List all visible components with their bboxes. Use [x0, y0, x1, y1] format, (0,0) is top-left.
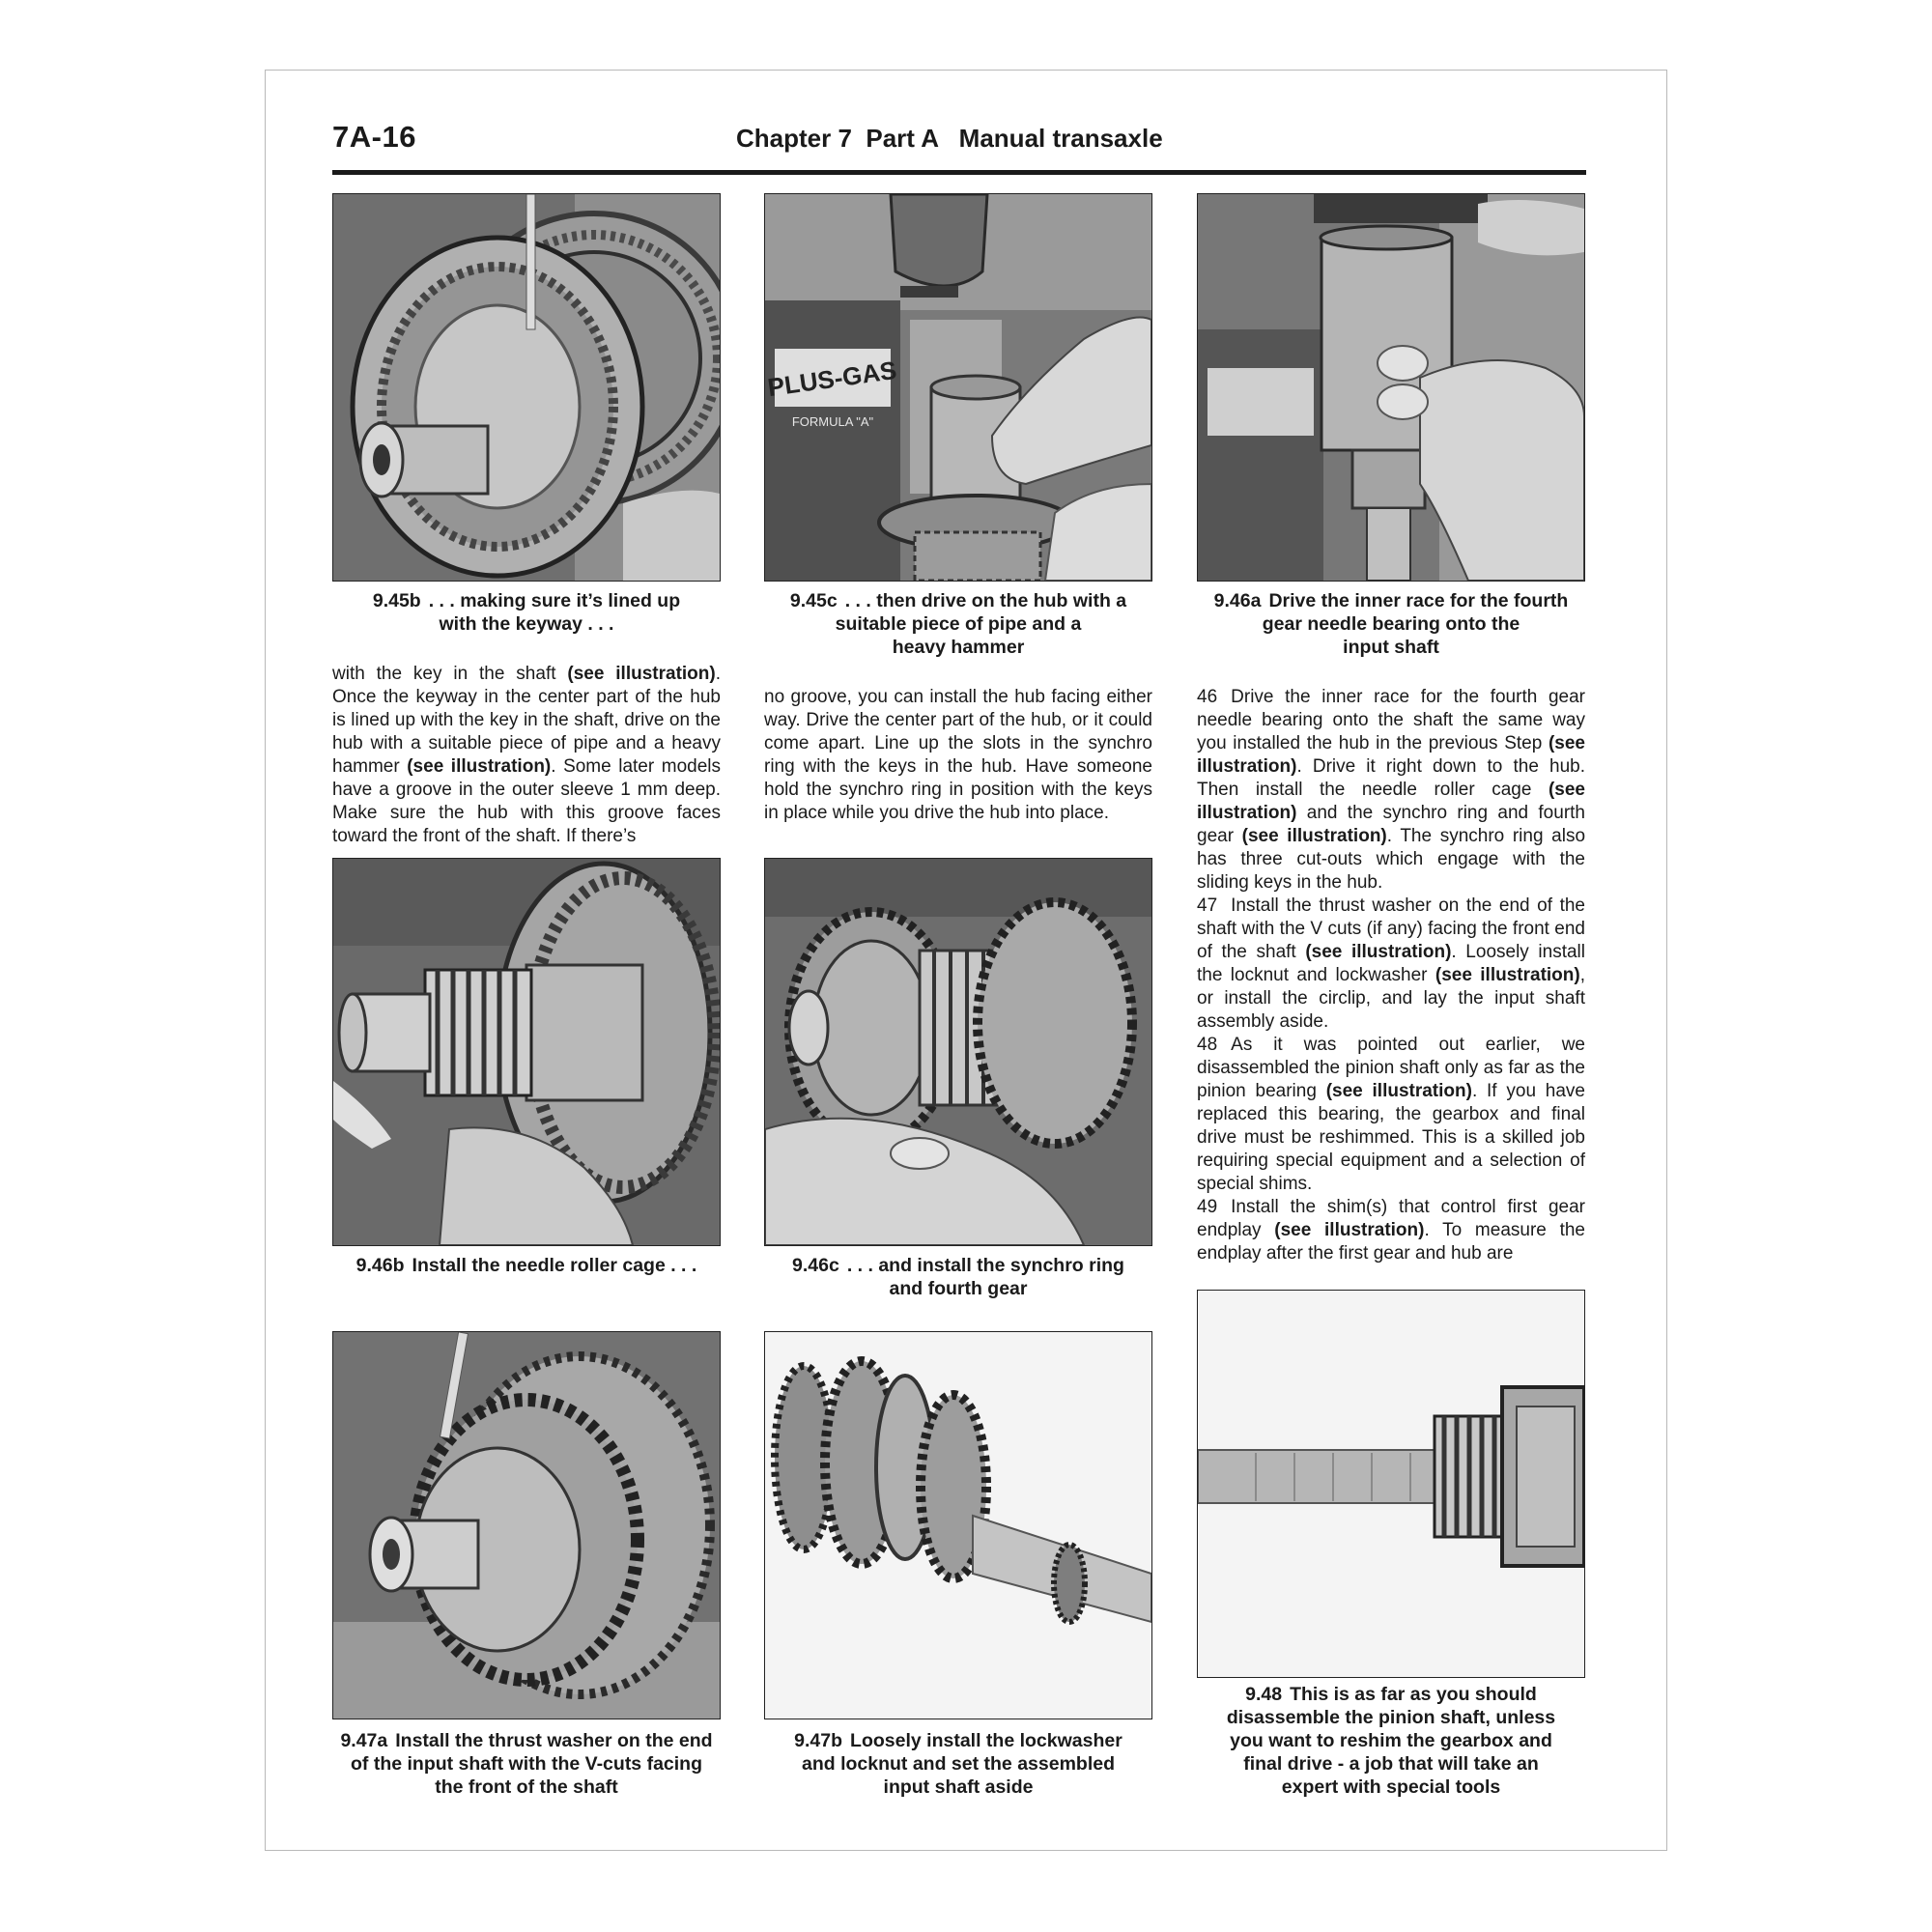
photo-9-46b: [332, 858, 721, 1246]
caption-line: input shaft: [1343, 637, 1439, 658]
caption-line: you want to reshim the gearbox and: [1230, 1730, 1552, 1751]
caption-line: and fourth gear: [889, 1278, 1028, 1299]
caption-line: and locknut and set the assembled: [802, 1753, 1115, 1775]
caption-line: with the keyway . . .: [439, 613, 614, 635]
caption-9-46a: [1197, 589, 1585, 659]
caption-line: the front of the shaft: [435, 1776, 618, 1798]
caption-line: input shaft aside: [883, 1776, 1034, 1798]
caption-9-48: [1197, 1683, 1585, 1799]
caption-line: This is as far as you should: [1290, 1684, 1537, 1705]
step-47: 47 Install the thrust washer on the end of the shaft with the V cuts (if any) facing the front end of the shaft (see illustration). Loosely install the locknut and lockwasher (see illustration), or install the circlip, and lay the input shaft assembly aside.: [1197, 895, 1586, 1032]
photo-9-47a: [332, 1331, 721, 1719]
photo-9-46c: [764, 858, 1152, 1246]
caption-9-47b: [764, 1729, 1152, 1799]
caption-line: suitable piece of pipe and a: [835, 613, 1082, 635]
caption-line: gear needle bearing onto the: [1262, 613, 1520, 635]
caption-9-45c: [764, 589, 1152, 659]
photo-9-47b: [764, 1331, 1152, 1719]
caption-number: 9.47a: [340, 1730, 388, 1751]
caption-line: Install the needle roller cage . . .: [412, 1255, 697, 1276]
caption-line: Install the thrust washer on the end: [395, 1730, 713, 1751]
caption-line: Loosely install the lockwasher: [850, 1730, 1122, 1751]
caption-number: 9.46c: [792, 1255, 839, 1276]
caption-line: final drive - a job that will take an: [1243, 1753, 1539, 1775]
caption-line: . . . then drive on the hub with a: [844, 590, 1127, 611]
step-48: 48 As it was pointed out earlier, we disassembled the pinion shaft only as far as the pinion bearing (see illustration). If you have replaced this bearing, the gearbox and final drive must be reshimmed. This is a skilled job requiring special equipment and a selection of special shims.: [1197, 1035, 1585, 1194]
photo-9-48: [1197, 1290, 1585, 1678]
caption-number: 9.45b: [372, 590, 421, 611]
caption-9-47a: [332, 1729, 721, 1799]
caption-9-46c: [764, 1254, 1152, 1300]
step-46: 46 Drive the inner race for the fourth gear needle bearing onto the shaft the same way you installed the hub in the previous Step (see illustration). Drive it right down to the hub. Then install the needle roller cage (see illustration) and the synchro ring and fourth gear (see illustration). The synchro ring also has three cut-outs which engage with the sliding keys in the hub.: [1197, 687, 1586, 893]
can-formula-label: FORMULA "A": [791, 414, 874, 429]
page-number: 7A-16: [332, 120, 416, 154]
caption-number: 9.46a: [1213, 590, 1262, 611]
body-text-column-1: with the key in the shaft (see illustration). Once the keyway in the center part of the hub is lined up with the key in the shaft, drive on the hub with a suitable piece of pipe and a heavy hammer (see illustration). Some later models have a groove in the outer sleeve 1 mm deep. Make sure the hub with this groove faces toward the front of the shaft. If there’s: [332, 664, 721, 846]
caption-line: . . . and install the synchro ring: [846, 1255, 1124, 1276]
caption-line: . . . making sure it’s lined up: [428, 590, 681, 611]
caption-9-46b: [332, 1254, 721, 1277]
caption-line: expert with special tools: [1281, 1776, 1501, 1798]
photo-9-45b: [332, 193, 721, 582]
caption-line: heavy hammer: [892, 637, 1025, 658]
caption-number: 9.45c: [789, 590, 838, 611]
photo-9-45c: [764, 193, 1152, 582]
body-text-column-2: no groove, you can install the hub facing either way. Drive the center part of the hub, or it could come apart. Line up the slots in the synchro ring with the keys in the hub. Have someone hold the synchro ring in position with the keys in place while you drive the hub into place.: [764, 687, 1152, 823]
caption-number: 9.46b: [355, 1255, 405, 1276]
page-header: [332, 120, 1586, 175]
caption-line: Drive the inner race for the fourth: [1268, 590, 1569, 611]
body-text-column-3: [1197, 686, 1585, 1265]
step-49: 49 Install the shim(s) that control first gear endplay (see illustration). To measure the endplay after the first gear and hub are: [1197, 1197, 1585, 1264]
chapter-title: Chapter 7 Part A Manual transaxle: [736, 124, 1163, 153]
can-brand-label: PLUS-GAS: [765, 355, 899, 403]
caption-line: disassemble the pinion shaft, unless: [1226, 1707, 1556, 1728]
photo-9-46a: [1197, 193, 1585, 582]
caption-number: 9.48: [1245, 1684, 1283, 1705]
caption-number: 9.47b: [794, 1730, 843, 1751]
caption-9-45b: [332, 589, 721, 636]
caption-line: of the input shaft with the V-cuts facing: [351, 1753, 702, 1775]
